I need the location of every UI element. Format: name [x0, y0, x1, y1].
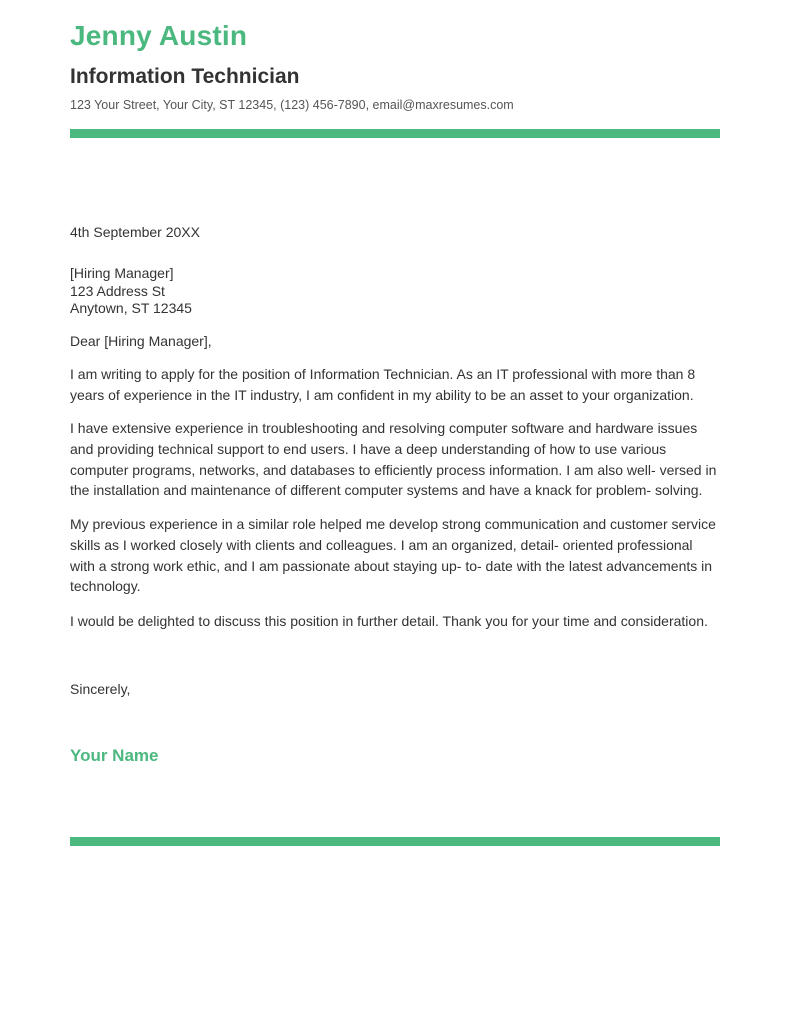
signature-name: Your Name — [70, 746, 159, 765]
recipient-street: 123 Address St — [70, 282, 165, 299]
body-paragraph: I am writing to apply for the position of Information Technician. As an IT professional with more than 8 years of experience in the IT industry, I am confident in my ability to be an asset to your organization. — [70, 366, 696, 403]
body-paragraph: My previous experience in a similar role helped me develop strong communication and customer service skills as I worked closely with clients and colleagues. I am an organized, detail- oriented professional with a strong work ethic, and I am passionate about staying up- to- date with the latest advancements in technology. — [70, 516, 716, 595]
applicant-name: Jenny Austin — [70, 20, 248, 51]
contact-info: 123 Your Street, Your City, ST 12345, (123) 456-7890, email@maxresumes.com — [70, 98, 514, 112]
header-divider — [70, 129, 720, 138]
closing: Sincerely, — [70, 681, 131, 697]
letter-date: 4th September 20XX — [70, 224, 200, 240]
body-paragraph: I have extensive experience in troubleshooting and resolving computer software and hardware issues and providing technical support to end users. I have a deep understanding of how to use various computer programs, networks, and databases to efficiently process information. I am also well- versed in the installation and maintenance of different computer systems and have a knack for problem- solving. — [70, 420, 717, 499]
body-paragraph: I would be delighted to discuss this position in further detail. Thank you for your time and consideration. — [70, 613, 708, 629]
recipient-city: Anytown, ST 12345 — [70, 300, 192, 317]
recipient-name: [Hiring Manager] — [70, 265, 174, 281]
recipient-address — [70, 265, 720, 318]
salutation: Dear [Hiring Manager], — [70, 333, 212, 349]
job-title: Information Technician — [70, 65, 300, 88]
footer-divider — [70, 837, 720, 846]
